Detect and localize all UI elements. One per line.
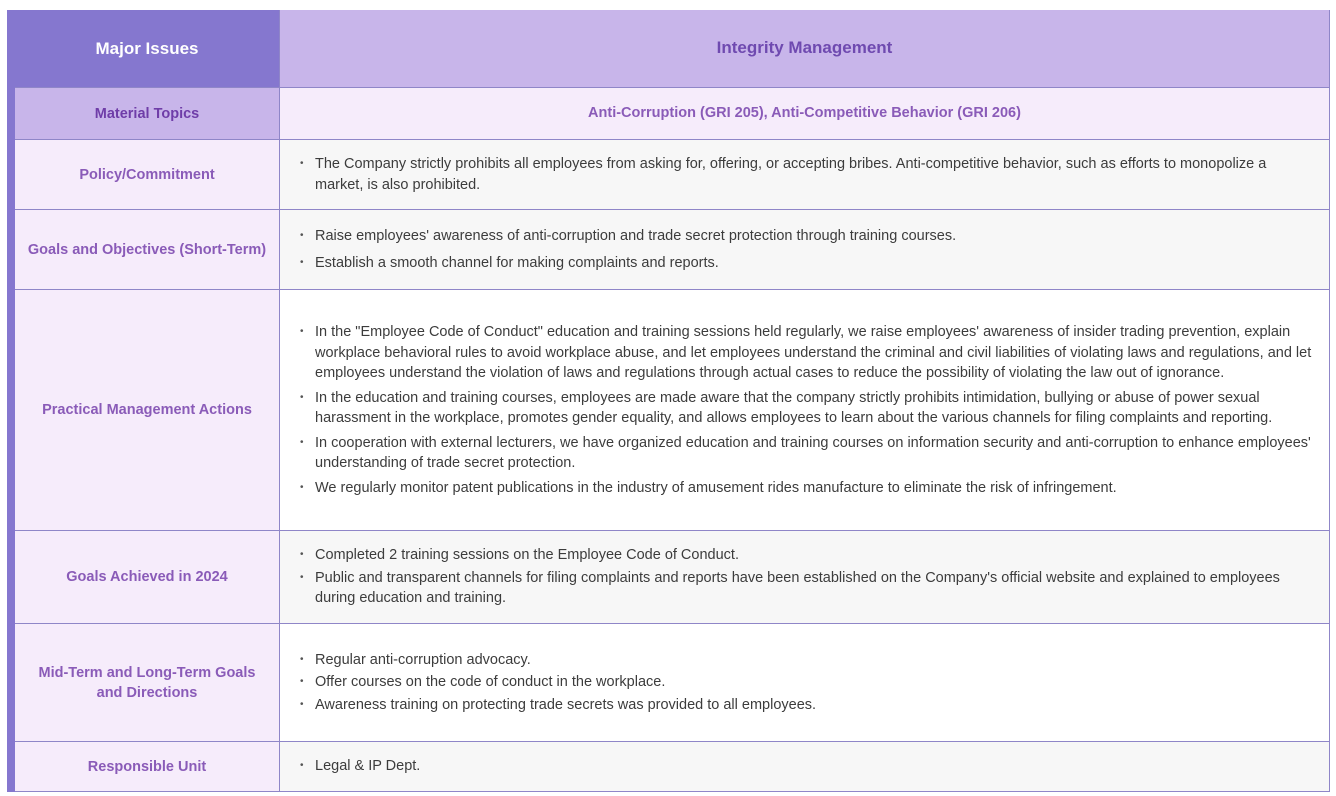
list-item: • Public and transparent channels for filing complaints and reports have been established on the Company's official website and explained to employees during education and training. [300,568,1315,609]
material-topics-row [15,88,1330,140]
list-item: • The Company strictly prohibits all employees from asking for, offering, or accepting bribes. Anti-competitive behavior, such as efforts to monopolize a market, is also prohibited. [300,154,1315,195]
integrity-management-table [7,10,1330,792]
list-item: • We regularly monitor patent publications in the industry of amusement rides manufacture to eliminate the risk of infringement. [300,478,1315,499]
list-item: • Completed 2 training sessions on the Employee Code of Conduct. [300,545,1315,566]
row-label-goals-achieved: Goals Achieved in 2024 [15,531,280,623]
responsible-unit-content [280,742,1330,791]
header-major-issues: Major Issues [15,10,280,87]
row-label-responsible-unit: Responsible Unit [15,742,280,791]
goals-achieved-content [280,531,1330,623]
mid-long-term-row [15,624,1330,742]
policy-commitment-row [15,140,1330,210]
row-label-mid-long-term: Mid-Term and Long-Term Goals and Directions [15,624,280,741]
list-item: • Legal & IP Dept. [300,756,1315,777]
list-item: • In cooperation with external lecturers, we have organized education and training courses on information security and anti-corruption to enhance employees' understanding of trade secret protection. [300,433,1315,474]
list-item: • Regular anti-corruption advocacy. [300,650,1315,671]
policy-commitment-content [280,140,1330,209]
row-label-goals-short-term: Goals and Objectives (Short-Term) [15,210,280,289]
responsible-unit-row [15,742,1330,792]
table-header-row [15,10,1330,88]
row-label-material-topics: Material Topics [15,88,280,139]
goals-short-term-content [280,210,1330,289]
list-item: • Offer courses on the code of conduct in the workplace. [300,672,1315,693]
list-item: • Awareness training on protecting trade secrets was provided to all employees. [300,695,1315,716]
practical-actions-content [280,290,1330,530]
goals-short-term-row [15,210,1330,290]
practical-actions-row [15,290,1330,531]
mid-long-term-content [280,624,1330,741]
material-topics-value: Anti-Corruption (GRI 205), Anti-Competitive Behavior (GRI 206) [280,88,1330,139]
row-label-practical-actions: Practical Management Actions [15,290,280,530]
list-item: • Raise employees' awareness of anti-corruption and trade secret protection through training courses. [300,226,1315,247]
header-integrity-management: Integrity Management [280,10,1330,87]
list-item: • Establish a smooth channel for making complaints and reports. [300,253,1315,274]
goals-achieved-row [15,531,1330,624]
list-item: • In the education and training courses, employees are made aware that the company strictly prohibits intimidation, bullying or abuse of power sexual harassment in the workplace, promotes gender equality, and allows employees to learn about the various channels for filing complaints and reporting. [300,388,1315,429]
list-item: • In the "Employee Code of Conduct" education and training sessions held regularly, we raise employees' awareness of insider trading prevention, explain workplace behavioral rules to avoid workplace abuse, and let employees understand the criminal and civil liabilities of violating laws and regulations, and let employees understand the violation of laws and regulations through actual cases to reduce the possibility of violating the law out of ignorance. [300,322,1315,384]
row-label-policy-commitment: Policy/Commitment [15,140,280,209]
